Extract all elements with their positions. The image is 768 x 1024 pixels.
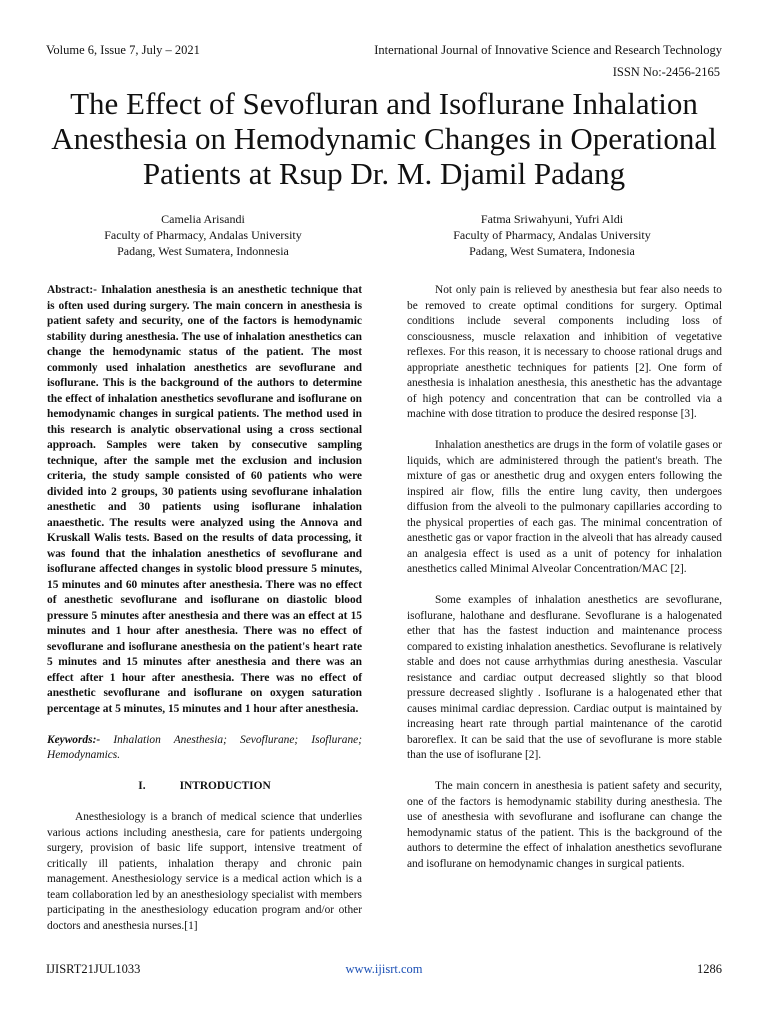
author-block-2 bbox=[402, 211, 702, 259]
section-number: I. bbox=[138, 780, 146, 792]
author-name: Fatma Sriwahyuni, Yufri Aldi bbox=[480, 212, 624, 226]
page-number: 1286 bbox=[697, 962, 722, 976]
body-paragraph: The main concern in anesthesia is patient safety and security, one of the factors is hemodynamic stability during anesthesia. The use of anesthesia with sevoflurane and isoflurane can change the hemodynamic status of the patient. This is the background of the authors to determine the effect of inhalation anesthetics sevoflurane and isoflurane on hemodynamic changes in surgical patients. bbox=[407, 780, 722, 870]
left-column bbox=[47, 283, 362, 950]
body-paragraph: Not only pain is relieved by anesthesia but fear also needs to be removed to create optimal conditions for surgery. Optimal conditions include several components including loss of consciousness, muscle relaxation and inhibition of vegetative reflexes. For this reason, it is necessary to choose rational drugs and appropriate anesthetic techniques for patients [2]. One form of anesthesia is inhalation anesthesia, this anesthetic has the advantage of high potency and concentration that can be controlled via a machine with dose titration to produce the desired response [3]. bbox=[407, 284, 722, 420]
keywords-label: Keywords:- bbox=[47, 733, 101, 746]
author-location: Padang, West Sumatera, Indonesia bbox=[469, 244, 635, 258]
abstract: Abstract:- Inhalation anesthesia is an anesthetic technique that is often used during surgery. The main concern in anesthesia is patient safety and security, one of the factors is hemodynamic stability during anesthesia. The use of inhalation anesthetics can change the hemodynamic status of the patient. The most commonly used inhalation anesthetics are sevoflurane and isoflurane. This is the background of the authors to determine the effect of inhalation anesthetics sevoflurane and isoflurane on hemodynamic changes in surgical patients. The method used in this research is analytic observational using a cross sectional approach. Samples were taken by consecutive sampling technique, after the sample met the exclusion and inclusion criteria, the study sample consisted of 60 patients who were divided into 2 groups, 30 patients using sevoflurane inhalation anesthetic and 30 patients using isoflurane inhalation anaesthetic. The results were analyzed using the Annova and Kruskall Walis tests. Based on the results of data processing, it was found that the inhalation anesthetics of sevoflurane and isoflurane affected changes in systolic blood pressure 5 minutes, 15 minutes and 60 minutes after anesthesia. There was no effect of anesthetic sevoflurane and isoflurane on diastolic blood pressure 5 minutes after anesthesia and there was an effect at 15 minutes and 1 hour after anesthesia. There was no effect of sevoflurane and isoflurane anesthesia on the patient's heart rate 5 minutes and 15 minutes after anesthesia and there was an effect after 1 hour after anesthesia. There was no effect of anesthetic sevoflurane and isoflurane on oxygen saturation percentage at 5 minutes, 15 minutes and 1 hour after anesthesia. bbox=[47, 284, 362, 715]
paper-title: The Effect of Sevofluran and Isoflurane Inhalation Anesthesia on Hemodynamic Changes in Operational Patients at Rsup Dr. M. Djamil Padang bbox=[51, 86, 717, 191]
paper-id: IJISRT21JUL1033 bbox=[46, 962, 141, 976]
right-column bbox=[407, 283, 722, 888]
body-paragraph: Inhalation anesthetics are drugs in the form of volatile gases or liquids, which are administered through the patient's breath. The mixture of gas or anesthetic drug and oxygen enters following the inspired air flow, fills the entire lung cavity, then undergoes diffusion from the alveoli to the pulmonary capillaries according to the physical properties of each gas. The minimal concentration of anesthetic gas or vapor fraction in the alveoli that has already caused an analgesia effect is used as a unit of potency for inhalation anesthetics called Minimal Alveolar Concentration/MAC [2]. bbox=[407, 439, 722, 575]
volume-issue: Volume 6, Issue 7, July – 2021 bbox=[46, 43, 200, 57]
body-paragraph: Some examples of inhalation anesthetics are sevoflurane, isoflurane, halothane and desflurane. Sevoflurane is a halogenated ether that has the fastest induction and maintenance process compared to existing inhalation anesthetics. Sevoflurane is relatively stable and does not cause arrhythmias during anesthesia. Vascular resistance and cardiac output decreased slightly so that blood pressure decreased slightly . Isoflurane is a halogenated ether that causes minimal cardiac depression. Cardiac output is maintained by increasing heart rate through partial maintenance of the carotid baroreflex. It can be said that the use of sevoflurane is more stable than the use of isoflurane [2]. bbox=[407, 594, 722, 761]
keywords bbox=[47, 733, 362, 764]
author-affiliation: Faculty of Pharmacy, Andalas University bbox=[104, 228, 302, 242]
author-location: Padang, West Sumatera, Indonnesia bbox=[117, 244, 289, 258]
section-heading-introduction bbox=[47, 779, 362, 795]
keywords-text: Inhalation Anesthesia; Sevoflurane; Isoflurane; Hemodynamics. bbox=[47, 733, 362, 761]
intro-paragraph: Anesthesiology is a branch of medical science that underlies various actions including anesthesia, care for patients undergoing surgery, provision of basic life support, intensive treatment of critically ill patients, inhalation therapy and chronic pain management. Anesthesiology service is a medical action which is a team collaboration led by an anesthesiology specialist with members participating in the anesthesiology education program and/or other doctors and anesthesia nurses.[1] bbox=[47, 811, 362, 932]
author-name: Camelia Arisandi bbox=[161, 212, 245, 226]
section-title: INTRODUCTION bbox=[179, 780, 271, 792]
author-affiliation: Faculty of Pharmacy, Andalas University bbox=[453, 228, 651, 242]
issn: ISSN No:-2456-2165 bbox=[612, 65, 720, 79]
journal-name: International Journal of Innovative Science and Research Technology bbox=[374, 43, 722, 57]
journal-url-link[interactable]: www.ijisrt.com bbox=[345, 962, 423, 976]
author-block-1 bbox=[53, 211, 353, 259]
